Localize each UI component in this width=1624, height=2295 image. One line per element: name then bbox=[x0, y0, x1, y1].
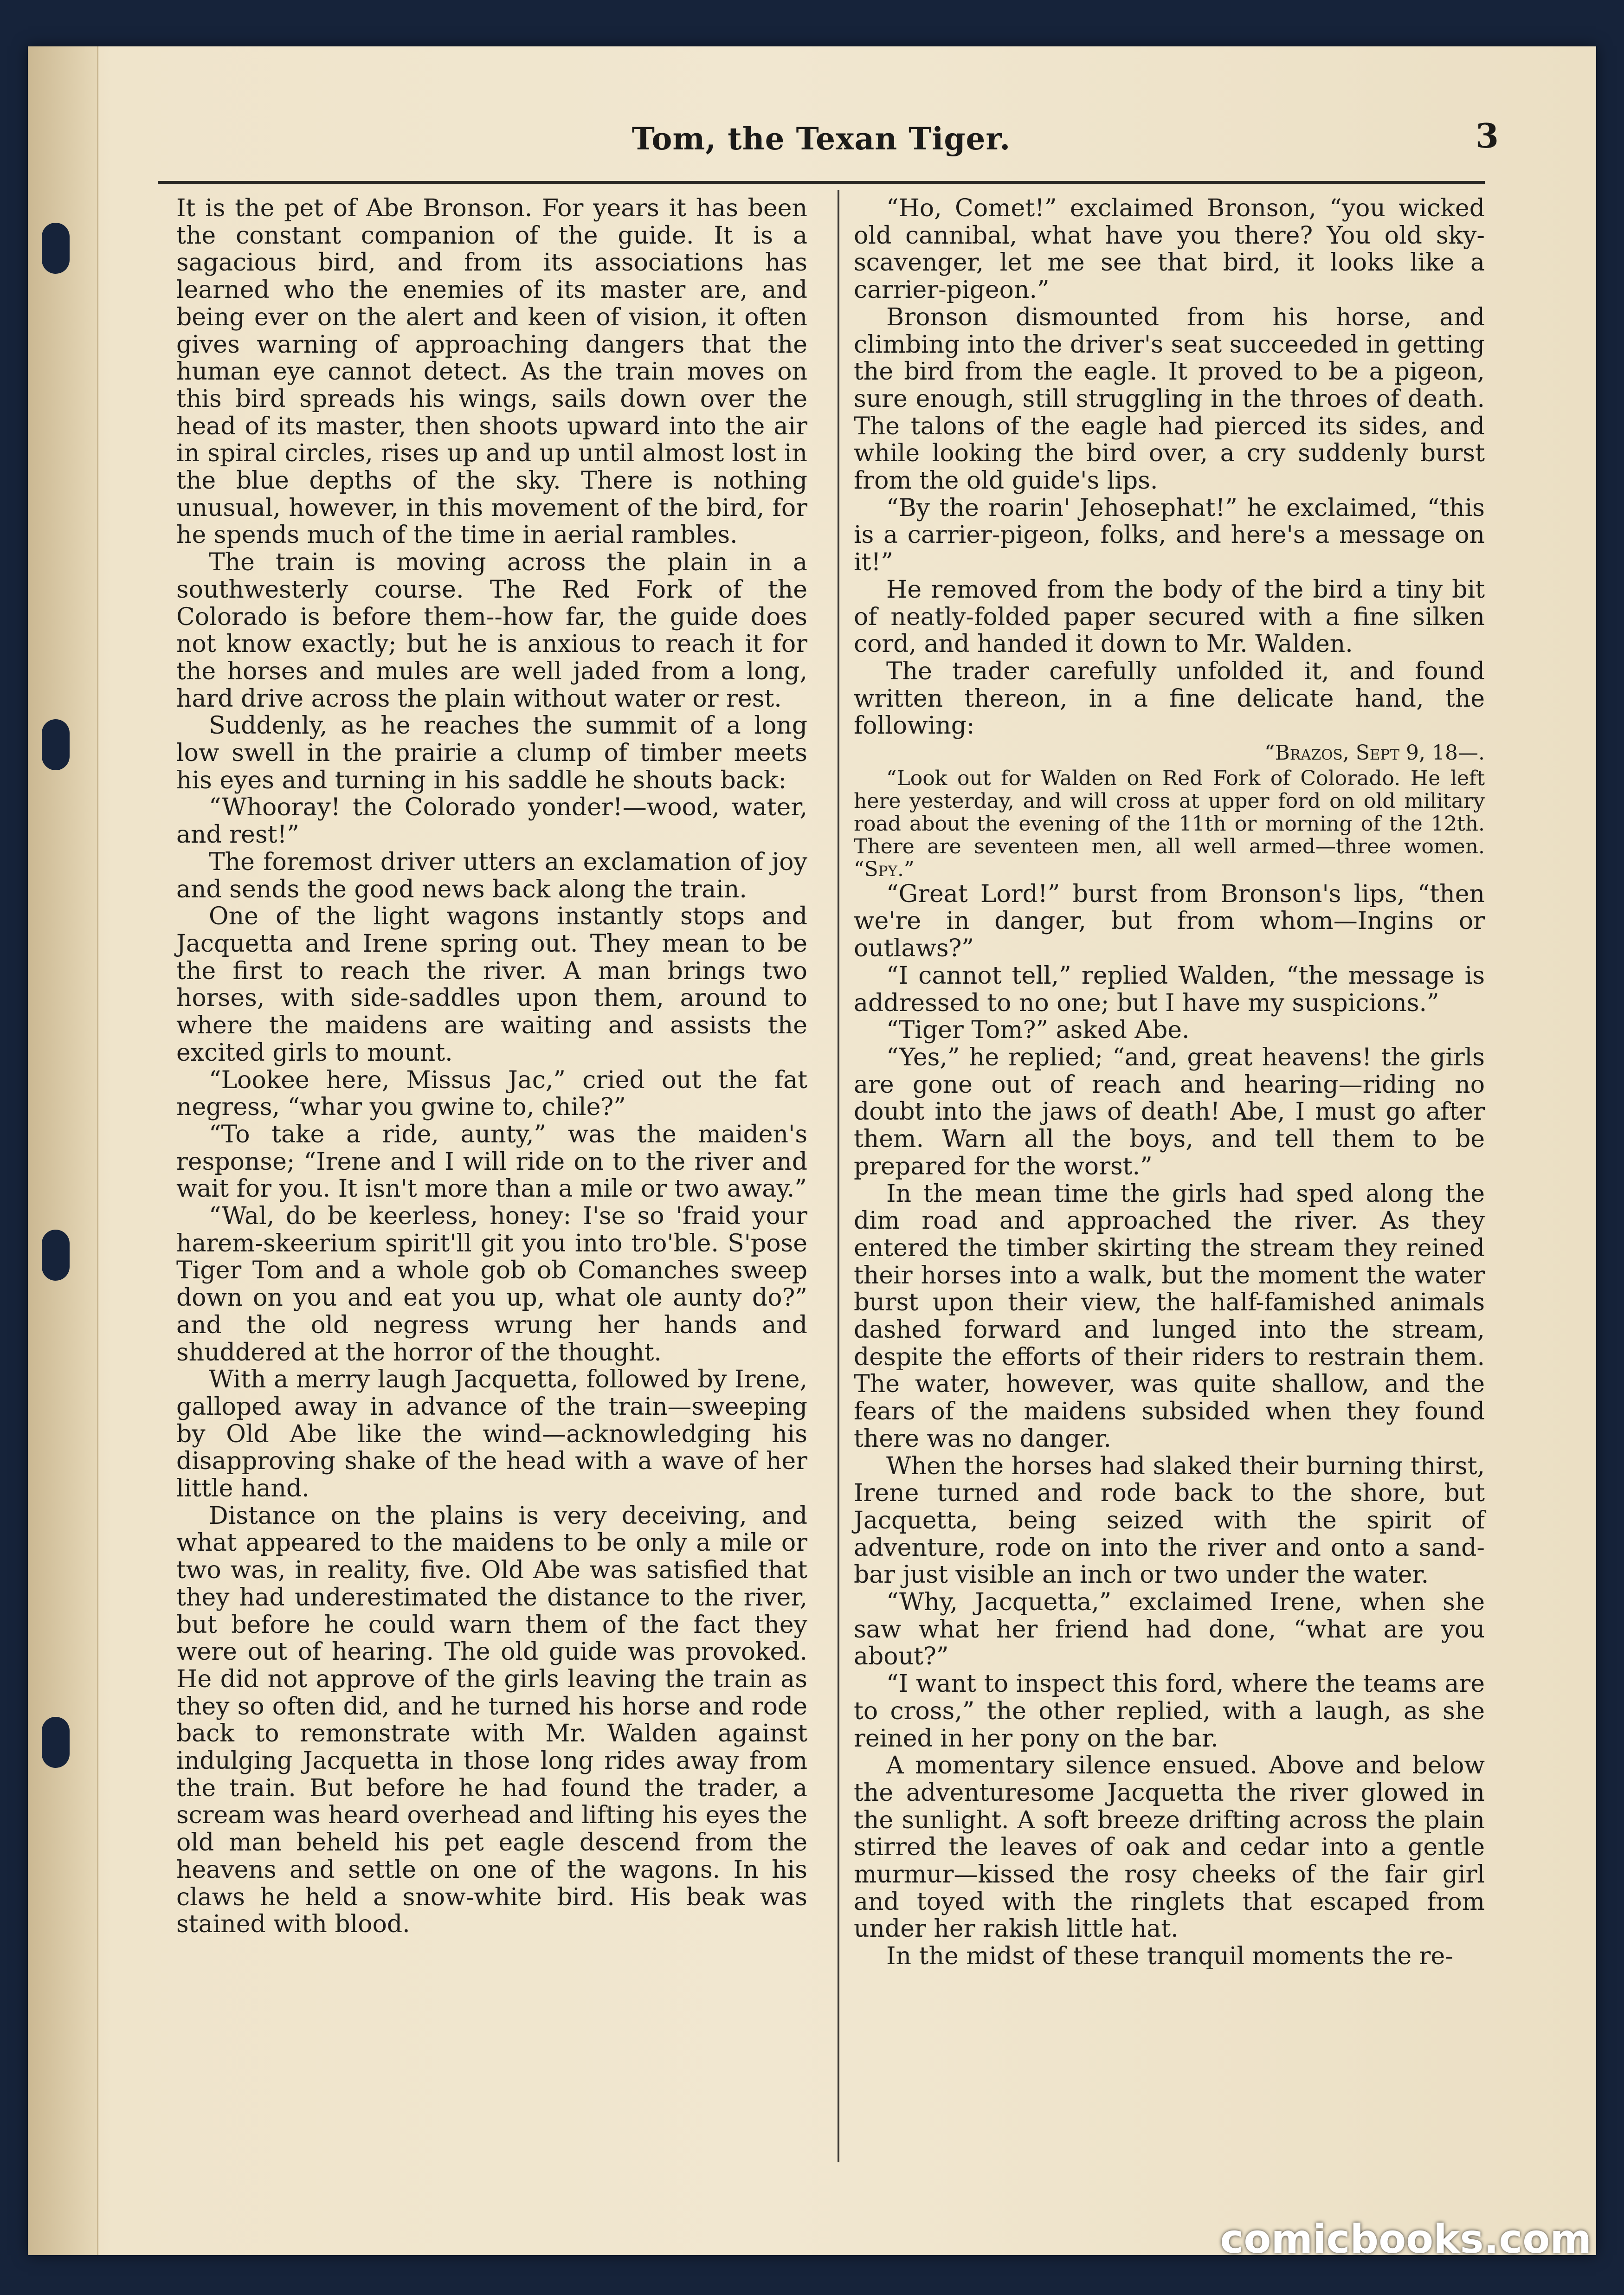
paragraph: “Tiger Tom?” asked Abe. bbox=[886, 1016, 1190, 1044]
letter-signature: “Spy.” bbox=[854, 857, 915, 881]
paragraph: Suddenly, as he reaches the summit of a long low swell in the prairie a clump of timber meets his eyes and turning in his saddle he shouts back: bbox=[176, 712, 807, 794]
right-column bbox=[854, 195, 1485, 1970]
letter-text: “Look out for Walden on Red Fork of Colorado. He left here yesterday, and will cross at upper ford on old military road about the evening of the 11th or morning of the 12th. There are seventeen men, all well armed—three women. bbox=[854, 766, 1485, 858]
paragraph: “By the roarin' Jehosephat!” he exclaimed, “this is a carrier-pigeon, folks, and here's a message on it!” bbox=[854, 494, 1485, 577]
staple-hole bbox=[42, 223, 70, 274]
paragraph: One of the light wagons instantly stops and Jacquetta and Irene spring out. They mean to be the first to reach the river. A man brings two horses, with side-saddles upon them, around to where the maidens are waiting and assists the excited girls to mount. bbox=[176, 903, 807, 1067]
paragraph: The train is moving across the plain in a southwesterly course. The Red Fork of the Colorado is before them--how far, the guide does not know exactly; but he is anxious to reach it for the horses and mules are well jaded from a long, hard drive across the plain without water or rest. bbox=[176, 548, 807, 713]
running-title: Tom, the Texan Tiger. bbox=[632, 121, 1011, 157]
letter-body bbox=[854, 767, 1485, 881]
staple-hole bbox=[42, 1230, 70, 1281]
paragraph: “Ho, Comet!” exclaimed Bronson, “you wicked old cannibal, what have you there? You old sky-scavenger, let me see that bird, it looks like a carrier-pigeon.” bbox=[854, 194, 1485, 304]
paragraph: “I cannot tell,” replied Walden, “the message is addressed to no one; but I have my suspicions.” bbox=[854, 961, 1485, 1017]
paragraph: When the horses had slaked their burning thirst, Irene turned and rode back to the shore, but Jacquetta, being seized with the spirit of adventure, rode on into the river and onto a sand-bar just visible an inch or two under the water. bbox=[854, 1452, 1485, 1589]
paragraph: “To take a ride, aunty,” was the maiden's response; “Irene and I will ride on to the river and wait for you. It isn't more than a mile or two away.” bbox=[176, 1120, 807, 1203]
column-divider bbox=[838, 190, 839, 2162]
header-rule bbox=[158, 181, 1485, 184]
paragraph: With a merry laugh Jacquetta, followed by Irene, galloped away in advance of the train—sweeping by Old Abe like the wind—acknowledging his disapproving shake of the head with a wave of her little hand. bbox=[176, 1366, 807, 1503]
paragraph: Distance on the plains is very deceiving, and what appeared to the maidens to be only a mile or two was, in reality, five. Old Abe was satisfied that they had underestimated the distance to the river, but before he could warn them of the fact they were out of hearing. The old guide was provoked. He did not approve of the girls leaving the train as they so often did, and he turned his horse and rode back to remonstrate with Mr. Walden against indulging Jacquetta in those long rides away from the train. But before he had found the trader, a scream was heard overhead and lifting his eyes the old man beheld his pet eagle descend from the heavens and settle on one of the wagons. In his claws he held a snow-white bird. His beak was stained with blood. bbox=[176, 1502, 807, 1939]
paragraph: “I want to inspect this ford, where the teams are to cross,” the other replied, with a laugh, as she reined in her pony on the bar. bbox=[854, 1670, 1485, 1753]
binding-spine bbox=[28, 46, 98, 2255]
paragraph: A momentary silence ensued. Above and below the adventuresome Jacquetta the river glowed in the sunlight. A soft breeze drifting across the plain stirred the leaves of oak and cedar into a gentle murmur—kissed the rosy cheeks of the fair girl and toyed with the ringlets that escaped from under her rakish little hat. bbox=[854, 1752, 1485, 1943]
paragraph: “Wal, do be keerless, honey: I'se so 'fraid your harem-skeerium spirit'll git you into tro'ble. S'pose Tiger Tom and a whole gob ob Comanches sweep down on you and eat you up, what ole aunty do?” and the old negress wrung her hands and shuddered at the horror of the thought. bbox=[176, 1202, 807, 1367]
staple-hole bbox=[42, 719, 70, 770]
paragraph: “Yes,” he replied; “and, great heavens! the girls are gone out of reach and hearing—riding no doubt into the jaws of death! Abe, I must go after them. Warn all the boys, and tell them to be prepared for the worst.” bbox=[854, 1043, 1485, 1180]
paragraph: The trader carefully unfolded it, and found written thereon, in a fine delicate hand, the following: bbox=[854, 657, 1485, 740]
left-column bbox=[176, 195, 807, 1938]
page-number: 3 bbox=[1475, 116, 1499, 155]
paragraph: In the midst of these tranquil moments the re- bbox=[886, 1942, 1453, 1971]
running-header bbox=[158, 107, 1499, 176]
paragraph: “Great Lord!” burst from Bronson's lips, “then we're in danger, but from whom—Ingins or outlaws?” bbox=[854, 880, 1485, 963]
paragraph: “Lookee here, Missus Jac,” cried out the fat negress, “whar you gwine to, chile?” bbox=[176, 1066, 807, 1122]
paragraph: Bronson dismounted from his horse, and climbing into the driver's seat succeeded in getting the bird from the eagle. It proved to be a pigeon, sure enough, still struggling in the throes of death. The talons of the eagle had pierced its sides, and while looking the bird over, a cry suddenly burst from the old guide's lips. bbox=[854, 303, 1485, 495]
paragraph: He removed from the body of the bird a tiny bit of neatly-folded paper secured with a fine silken cord, and handed it down to Mr. Walden. bbox=[854, 575, 1485, 658]
paragraph: It is the pet of Abe Bronson. For years it has been the constant companion of the guide. It is a sagacious bird, and from its associations has learned who the enemies of its master are, and being ever on the alert and keen of vision, it often gives warning of approaching dangers that the human eye cannot detect. As the train moves on this bird spreads his wings, sails down over the head of its master, then shoots upward into the air in spiral circles, rises up and up until almost lost in the blue depths of the sky. There is nothing unusual, however, in this movement of the bird, for he spends much of the time in aerial rambles. bbox=[176, 194, 807, 549]
staple-hole bbox=[42, 1717, 70, 1768]
paragraph: In the mean time the girls had sped along the dim road and approached the river. As they entered the timber skirting the stream they reined their horses into a walk, but the moment the water burst upon their view, the half-famished animals dashed forward and lunged into the stream, despite the efforts of their riders to restrain them. The water, however, was quite shallow, and the fears of the maidens subsided when they found there was no danger. bbox=[854, 1180, 1485, 1453]
paragraph: “Whooray! the Colorado yonder!—wood, water, and rest!” bbox=[176, 793, 807, 849]
paragraph: “Why, Jacquetta,” exclaimed Irene, when she saw what her friend had done, “what are you about?” bbox=[854, 1588, 1485, 1671]
paragraph: The foremost driver utters an exclamation of joy and sends the good news back along the train. bbox=[176, 848, 807, 903]
site-watermark: comicbooks.com bbox=[1220, 2216, 1592, 2263]
letter-dateline: “Brazos, Sept 9, 18—. bbox=[1264, 741, 1485, 765]
